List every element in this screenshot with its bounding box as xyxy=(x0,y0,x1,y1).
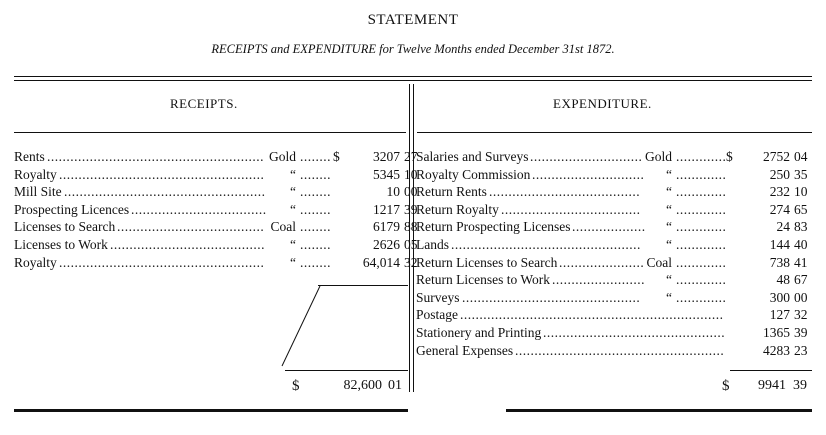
row-kind: Coal xyxy=(270,219,296,235)
row-label: Return Royalty xyxy=(416,201,499,217)
expenditure-total-cents: 39 xyxy=(793,378,807,393)
leader-dots-trailing: ........ xyxy=(300,201,331,217)
row-kind: “ xyxy=(290,184,296,200)
expenditure-total-dollars: 9941 xyxy=(758,378,786,393)
row-dollars: 738 xyxy=(769,254,790,270)
row-kind: “ xyxy=(290,201,296,217)
row-kind: Gold xyxy=(269,149,296,164)
row-kind: “ xyxy=(290,237,296,252)
ledger-row xyxy=(14,236,418,254)
row-label: Surveys xyxy=(416,289,460,305)
ledger-row xyxy=(416,324,812,342)
row-cents: 39 xyxy=(404,201,418,217)
expenditure-total-symbol: $ xyxy=(722,378,730,394)
currency-symbol: $ xyxy=(726,149,733,164)
receipts-sum-rule xyxy=(285,370,408,371)
row-dollars: 127 xyxy=(769,307,790,323)
receipts-heading: RECEIPTS. xyxy=(170,96,238,111)
leader-dots-trailing: ............. xyxy=(676,219,727,235)
leader-dots: ...................................... xyxy=(117,219,265,235)
receipts-diagonal-rule xyxy=(270,280,330,375)
leader-dots: ...................... xyxy=(559,254,645,270)
row-kind: “ xyxy=(666,184,672,200)
row-cents: 88 xyxy=(404,219,418,235)
row-cents: 32 xyxy=(404,254,418,270)
row-dollars: 274 xyxy=(769,201,790,217)
row-label: Licenses to Search xyxy=(14,219,116,235)
receipts-total-dollars: 82,600 xyxy=(343,378,382,393)
top-rule-second xyxy=(14,80,812,81)
ledger-row xyxy=(14,166,418,184)
row-label: Prospecting Licences xyxy=(14,201,130,217)
ledger-row xyxy=(416,306,812,324)
leader-dots: .................................................................... xyxy=(460,307,724,323)
leader-dots: ................... xyxy=(572,219,646,235)
row-label: Mill Site xyxy=(14,184,62,200)
row-dollars: 300 xyxy=(769,289,790,305)
row-dollars: 4283 xyxy=(763,342,790,358)
bottom-rule-right xyxy=(506,409,812,412)
leader-dots-trailing: ............. xyxy=(676,272,727,288)
leader-dots-trailing: ........ xyxy=(300,237,331,252)
row-label: Lands xyxy=(416,237,449,252)
ledger-row xyxy=(416,289,812,307)
leader-dots-trailing: ............. xyxy=(676,166,727,182)
expenditure-sum-rule xyxy=(730,370,812,371)
row-dollars: 2626 xyxy=(373,237,400,252)
leader-dots-trailing: ............. xyxy=(676,237,727,252)
page-title: STATEMENT xyxy=(367,12,459,28)
row-label: Salaries and Surveys xyxy=(416,149,529,164)
row-cents: 65 xyxy=(794,201,808,217)
ledger-row xyxy=(416,218,812,236)
leader-dots: ............................................... xyxy=(543,325,726,340)
row-label: Return Licenses to Work xyxy=(416,272,551,288)
leader-dots: ............................. xyxy=(530,149,643,164)
leader-dots-trailing: ............. xyxy=(676,254,727,270)
row-kind: “ xyxy=(666,289,672,305)
leader-dots-trailing: ........ xyxy=(300,166,331,182)
row-label: Rents xyxy=(14,149,45,164)
row-cents: 05 xyxy=(404,237,418,252)
leader-dots-trailing: ........ xyxy=(300,149,331,164)
row-kind: “ xyxy=(290,254,296,270)
row-cents: 40 xyxy=(794,237,808,252)
row-label: Royalty xyxy=(14,254,57,270)
ledger-row xyxy=(416,271,812,289)
ledger-row xyxy=(14,148,418,166)
leader-dots-trailing: ............. xyxy=(676,184,727,200)
page-subtitle: RECEIPTS and EXPENDITURE for Twelve Months ended December 31st 1872. xyxy=(211,42,615,56)
row-cents: 39 xyxy=(794,325,808,340)
leader-dots: ........................................................ xyxy=(47,149,264,164)
row-kind: “ xyxy=(666,272,672,288)
row-dollars: 48 xyxy=(776,272,790,288)
ledger-row xyxy=(416,183,812,201)
ledger-row xyxy=(416,166,812,184)
leader-dots: ........................................ xyxy=(110,237,265,252)
row-cents: 10 xyxy=(794,184,808,200)
ledger-row xyxy=(416,342,812,360)
row-dollars: 2752 xyxy=(763,149,790,164)
leader-dots-trailing: ............. xyxy=(676,149,727,164)
leader-dots: .............................................. xyxy=(462,289,641,305)
row-dollars: 250 xyxy=(769,166,790,182)
leader-dots: ..................................................... xyxy=(59,254,265,270)
row-cents: 27 xyxy=(404,149,418,164)
leader-dots: ................................................. xyxy=(451,237,641,252)
receipts-total-cents: 01 xyxy=(388,378,402,393)
leader-dots: .................................................... xyxy=(64,184,266,200)
bottom-rule-left xyxy=(14,409,408,412)
row-dollars: 232 xyxy=(769,184,790,200)
ledger-row xyxy=(14,254,418,272)
row-label: Return Licenses to Search xyxy=(416,254,558,270)
leader-dots: ...................................................... xyxy=(515,342,725,358)
row-label: Royalty xyxy=(14,166,57,182)
row-kind: “ xyxy=(666,201,672,217)
row-kind: Coal xyxy=(646,254,672,270)
row-cents: 67 xyxy=(794,272,808,288)
expenditure-heading: EXPENDITURE. xyxy=(553,96,652,111)
leader-dots: ..................................................... xyxy=(59,166,265,182)
row-kind: “ xyxy=(290,166,296,182)
row-dollars: 144 xyxy=(769,237,790,252)
row-cents: 10 xyxy=(404,166,418,182)
leader-dots-trailing: ........ xyxy=(300,219,331,235)
row-label: Return Prospecting Licenses xyxy=(416,219,571,235)
row-kind: Gold xyxy=(645,149,672,164)
row-cents: 23 xyxy=(794,342,808,358)
leader-dots: ................................... xyxy=(131,201,267,217)
row-kind: “ xyxy=(666,237,672,252)
row-dollars: 5345 xyxy=(373,166,400,182)
leader-dots: .................................... xyxy=(501,201,641,217)
row-dollars: 10 xyxy=(386,184,400,200)
row-cents: 35 xyxy=(794,166,808,182)
row-label: General Expenses xyxy=(416,342,514,358)
ledger-row xyxy=(14,183,418,201)
row-cents: 00 xyxy=(404,184,418,200)
receipts-total-symbol: $ xyxy=(292,378,300,394)
ledger-row xyxy=(416,236,812,254)
ledger-row xyxy=(14,218,418,236)
currency-symbol: $ xyxy=(333,149,340,164)
leader-dots-trailing: ............. xyxy=(676,201,727,217)
leader-dots-trailing: ........ xyxy=(300,254,331,270)
leader-dots: ............................. xyxy=(532,166,645,182)
ledger-row xyxy=(416,201,812,219)
row-label: Licenses to Work xyxy=(14,237,108,252)
row-dollars: 24 xyxy=(776,219,790,235)
leader-dots-trailing: ............. xyxy=(676,289,727,305)
row-cents: 83 xyxy=(794,219,808,235)
row-kind: “ xyxy=(666,219,672,235)
top-rule xyxy=(14,76,812,77)
row-label: Royalty Commission xyxy=(416,166,531,182)
row-dollars: 1217 xyxy=(373,201,400,217)
receipts-total-rule xyxy=(318,285,408,286)
leader-dots-trailing: ........ xyxy=(300,184,331,200)
row-cents: 04 xyxy=(794,149,808,164)
leader-dots: ........................ xyxy=(552,272,645,288)
ledger-row xyxy=(416,148,812,166)
row-label: Return Rents xyxy=(416,184,487,200)
leader-dots: ....................................... xyxy=(489,184,641,200)
row-cents: 41 xyxy=(794,254,808,270)
row-dollars: 1365 xyxy=(763,325,790,340)
row-cents: 00 xyxy=(794,289,808,305)
ledger-row xyxy=(416,254,812,272)
row-dollars: 6179 xyxy=(373,219,400,235)
row-dollars: 64,014 xyxy=(362,254,400,270)
row-cents: 32 xyxy=(794,307,808,323)
expenditure-heading-rule xyxy=(417,132,812,133)
ledger-row xyxy=(14,201,418,219)
row-kind: “ xyxy=(666,166,672,182)
row-label: Postage xyxy=(416,307,458,323)
row-dollars: 3207 xyxy=(373,149,400,164)
receipts-heading-rule xyxy=(14,132,406,133)
row-label: Stationery and Printing xyxy=(416,325,542,340)
